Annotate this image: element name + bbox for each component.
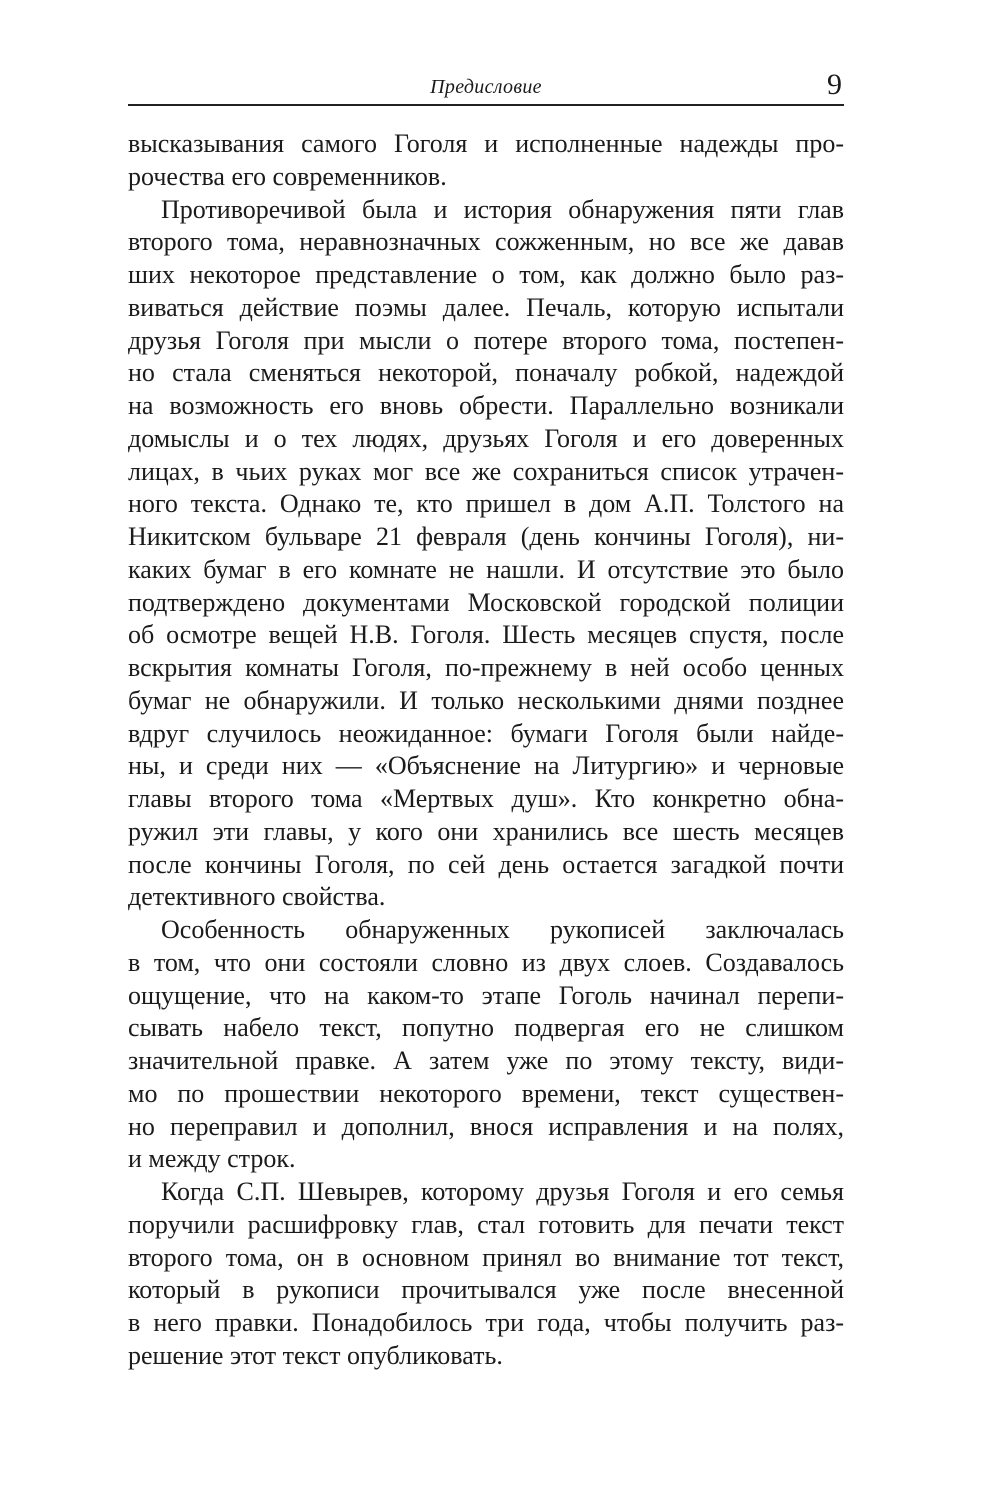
text-line: и между строк. <box>128 1144 296 1174</box>
text-line: в том, что они состояли словно из двух слоев. Создавалось <box>128 947 844 977</box>
text-line: поручили расшифровку глав, стал готовить для печати текст <box>128 1209 844 1239</box>
text-line: второго тома, неравнозначных сожженным, но все же давав <box>128 227 844 257</box>
paragraph <box>128 194 844 915</box>
running-header <box>128 68 844 106</box>
text-line: Когда С.П. Шевырев, которому друзья Гоголя и его семья <box>161 1177 844 1206</box>
text-line: домыслы и о тех людях, друзьях Гоголя и его доверенных <box>128 423 844 453</box>
text-line: Противоречивой была и история обнаружения пяти глав <box>161 194 844 224</box>
text-line: подтверждено документами Московской городской полиции <box>128 587 844 617</box>
text-line: виваться действие поэмы далее. Печаль, которую испытали <box>128 292 844 322</box>
text-line: ны, и среди них — «Объяснение на Литургию» и черновые <box>128 751 844 781</box>
text-line: но стала сменяться некоторой, поначалу робкой, надеждой <box>128 358 844 388</box>
body-text <box>128 128 844 1373</box>
text-line: каких бумаг в его комнате не нашли. И отсутствие это было <box>128 554 844 584</box>
text-line: решение этот текст опубликовать. <box>128 1340 503 1370</box>
text-line: на возможность его вновь обрести. Параллельно возникали <box>128 391 844 420</box>
paragraph <box>128 1176 844 1373</box>
text-line: ших некоторое представление о том, как должно было раз- <box>128 260 844 289</box>
text-line: сывать набело текст, попутно подвергая его не слишком <box>128 1013 844 1043</box>
text-line: главы второго тома «Мертвых душ». Кто конкретно обна- <box>128 784 844 813</box>
text-line: Особенность обнаруженных рукописей заключалась <box>161 915 844 944</box>
paragraph <box>128 914 844 1176</box>
text-line: лицах, в чьих руках мог все же сохраниться список утрачен- <box>128 456 844 486</box>
text-line: ного текста. Однако те, кто пришел в дом А.П. Толстого на <box>128 489 844 519</box>
text-line: мо по прошествии некоторого времени, текст существен- <box>128 1078 844 1108</box>
text-line: друзья Гоголя при мысли о потере второго тома, постепен- <box>128 325 844 355</box>
text-line: второго тома, он в основном принял во внимание тот текст, <box>128 1242 844 1272</box>
text-line: высказывания самого Гоголя и исполненные надежды про- <box>128 129 844 158</box>
text-line: но переправил и дополнил, внося исправления и на полях, <box>128 1111 844 1141</box>
text-line: после кончины Гоголя, по сей день остается загадкой почти <box>128 849 844 879</box>
text-line: в него правки. Понадобилось три года, чтобы получить раз- <box>128 1308 844 1337</box>
text-line: детективного свойства. <box>128 882 386 912</box>
text-line: значительной правке. А затем уже по этому тексту, види- <box>128 1046 844 1075</box>
paragraph <box>128 128 844 194</box>
text-line: бумаг не обнаружили. И только несколькими днями позднее <box>128 685 844 715</box>
text-line: рочества его современников. <box>128 161 447 191</box>
text-line: вдруг случилось неожиданное: бумаги Гоголя были найде- <box>128 718 844 748</box>
text-line: об осмотре вещей Н.В. Гоголя. Шесть месяцев спустя, после <box>128 620 844 650</box>
text-line: ощущение, что на каком-то этапе Гоголь начинал перепи- <box>128 980 844 1010</box>
text-line: Никитском бульваре 21 февраля (день кончины Гоголя), ни- <box>128 522 844 551</box>
text-line: который в рукописи прочитывался уже после внесенной <box>128 1275 844 1305</box>
text-line: вскрытия комнаты Гоголя, по-прежнему в ней особо ценных <box>128 653 844 682</box>
text-line: ружил эти главы, у кого они хранились все шесть месяцев <box>128 816 844 846</box>
running-title: Предисловие <box>430 76 542 98</box>
page-number: 9 <box>827 68 842 101</box>
